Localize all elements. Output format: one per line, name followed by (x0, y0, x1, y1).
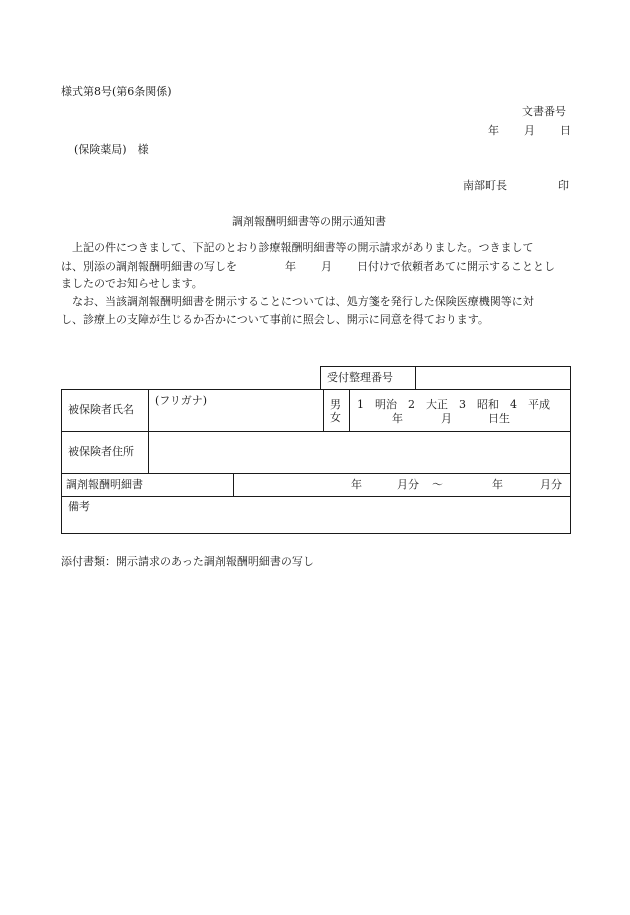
birth-year-label: 年 (392, 412, 403, 425)
p1-month: 月 (321, 260, 332, 273)
table-line (61, 533, 570, 534)
era-options: 1 明治 2 大正 3 昭和 4 平成 (357, 398, 550, 411)
period-from-year: 年 (351, 478, 362, 491)
p1-line-2b: 日付けで依頼者あてに開示することとし (357, 260, 555, 273)
sex-female-label: 女 (330, 411, 341, 424)
sex-male-label: 男 (330, 398, 341, 411)
table-line (349, 389, 350, 431)
table-line (148, 389, 149, 473)
furigana-label: (フリガナ) (155, 394, 208, 407)
table-line (233, 473, 234, 496)
table-line (61, 496, 570, 497)
table-line (320, 366, 321, 389)
date-month-label: 月 (524, 124, 535, 137)
table-line (61, 389, 570, 390)
date-year-label: 年 (488, 124, 499, 137)
period-to-year: 年 (492, 478, 503, 491)
table-line (323, 389, 324, 431)
period-to-month: 月分 (540, 478, 562, 491)
table-line (415, 366, 416, 389)
body-paragraph-1 (61, 239, 571, 257)
addressee: (保険薬局) 様 (74, 143, 149, 156)
p1-year: 年 (285, 260, 296, 273)
p2-line-1: なお、当該調剤報酬明細書を開示することについては、処方箋を発行した保険医療機関等に対 (72, 295, 534, 308)
document-title: 調剤報酬明細書等の開示通知書 (232, 215, 386, 228)
statement-label: 調剤報酬明細書 (66, 478, 143, 491)
attachment-note: 添付書類：開示請求のあった調剤報酬明細書の写し (61, 555, 314, 568)
birth-day-label: 日生 (488, 412, 510, 425)
p1-line-3: ましたのでお知らせします。 (61, 277, 203, 290)
seal-mark: 印 (558, 179, 569, 192)
p1-line-2a: は、別添の調剤報酬明細書の写しを (61, 260, 237, 273)
insured-name-label: 被保険者氏名 (68, 403, 134, 416)
p1-line-1: 上記の件につきまして、下記のとおり診療報酬明細書等の開示請求がありました。つきまして (72, 241, 534, 254)
period-tilde: 〜 (432, 478, 443, 491)
insured-address-label: 被保険者住所 (68, 445, 134, 458)
date-day-label: 日 (560, 124, 571, 137)
issuer-name: 南部町長 (463, 179, 507, 192)
table-line (61, 473, 570, 474)
period-from-month: 月分 (397, 478, 419, 491)
table-line (320, 366, 570, 367)
table-line (61, 431, 570, 432)
table-line (61, 389, 62, 534)
document-number-label: 文書番号 (522, 105, 566, 118)
p1-line-2 (61, 260, 581, 274)
remarks-label: 備考 (68, 500, 90, 513)
table-line (570, 366, 571, 534)
birth-month-label: 月 (441, 412, 452, 425)
receipt-number-label: 受付整理番号 (327, 371, 393, 384)
p2-line-2: し、診療上の支障が生じるか否かについて事前に照会し、開示に同意を得ております。 (61, 313, 489, 326)
form-number: 様式第8号(第6条関係) (61, 85, 172, 98)
